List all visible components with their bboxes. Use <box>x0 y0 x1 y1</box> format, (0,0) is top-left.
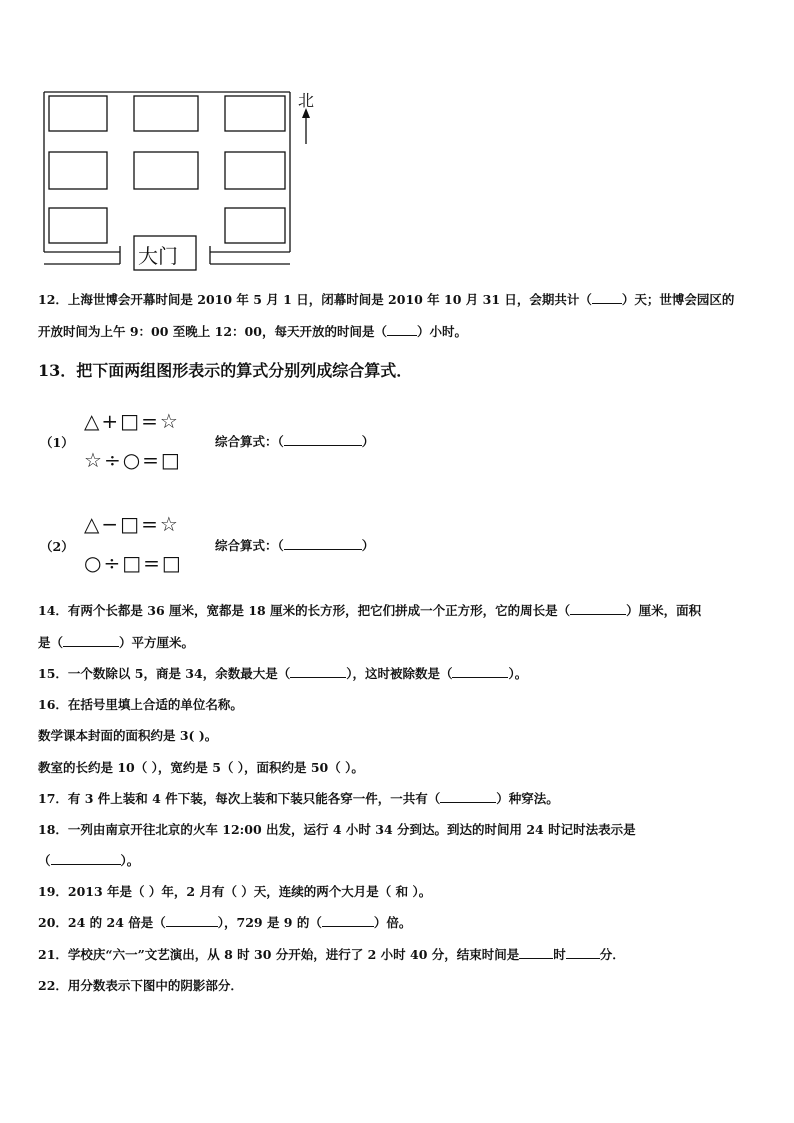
question-18-line-2 <box>38 853 139 869</box>
q15-text-a: 15．一个数除以 5，商是 34，余数最大是（ <box>38 666 291 681</box>
q17-text-b: ）种穿法。 <box>496 791 559 806</box>
q21-blank-hour[interactable] <box>519 947 553 959</box>
star-symbol: ☆ <box>84 448 104 472</box>
square-symbol: □ <box>161 551 183 575</box>
q14-blank-perimeter[interactable] <box>570 603 626 615</box>
question-17 <box>38 791 559 807</box>
question-12-line-1 <box>38 292 734 308</box>
q20-blank-times[interactable] <box>322 915 374 927</box>
q20-text-a: 20．24 的 24 倍是（ <box>38 915 166 930</box>
square-symbol: □ <box>120 512 142 536</box>
q14-text-b: ）厘米，面积 <box>626 603 702 618</box>
triangle-symbol: △ <box>84 512 102 536</box>
q17-text-a: 17．有 3 件上装和 4 件下装，每次上装和下装只能各穿一件，一共有（ <box>38 791 441 806</box>
triangle-symbol: △ <box>84 409 102 433</box>
q21-text-c: 分． <box>599 947 625 962</box>
question-16-title: 16．在括号里填上合适的单位名称。 <box>38 697 243 712</box>
minus-symbol: − <box>101 512 121 536</box>
q12-text-d: ）小时。 <box>416 324 467 339</box>
q15-blank-remainder[interactable] <box>290 666 346 678</box>
question-14-line-1 <box>38 603 701 619</box>
q21-blank-minute[interactable] <box>566 947 600 959</box>
q18-text-a: （ <box>38 853 51 868</box>
question-16-line-2: 教室的长约是 10（ ），宽约是 5（ ），面积约是 50（ ）。 <box>38 760 364 775</box>
divide-symbol: ÷ <box>103 551 123 575</box>
north-label: 北 <box>298 91 315 110</box>
q14-text-c: 是（ <box>38 635 64 650</box>
q18-blank-time[interactable] <box>51 853 121 865</box>
q13-formula-2-blank[interactable] <box>284 538 362 550</box>
question-13-title: 13．把下面两组图形表示的算式分别列成综合算式． <box>38 361 413 380</box>
question-15 <box>38 666 527 682</box>
question-21 <box>38 947 625 963</box>
q18-text-b: ）。 <box>120 853 140 868</box>
plus-symbol: + <box>101 409 121 433</box>
question-16-line-1: 数学课本封面的面积约是 3( )。 <box>38 728 218 743</box>
q12-text-c: 开放时间为上午 9：00 至晚上 12：00，每天开放的时间是（ <box>38 324 387 339</box>
q17-blank-ways[interactable] <box>440 791 496 803</box>
question-22: 22．用分数表示下图中的阴影部分． <box>38 978 243 993</box>
divide-symbol: ÷ <box>103 448 123 472</box>
q15-blank-dividend[interactable] <box>452 666 508 678</box>
q13-group-1-row-2 <box>84 448 182 472</box>
q13-group-1-row-1 <box>84 409 180 433</box>
q14-blank-area[interactable] <box>63 635 119 647</box>
q13-group-1-formula <box>215 432 374 450</box>
park-map-figure <box>0 0 794 290</box>
q20-text-c: ）倍。 <box>373 915 412 930</box>
star-symbol: ☆ <box>159 512 180 536</box>
question-19: 19．2013 年是（ ）年，2 月有（ ）天，连续的两个大月是（ 和 ）。 <box>38 884 432 899</box>
question-12-line-2 <box>38 324 467 340</box>
formula-label: 综合算式：（ <box>215 434 284 449</box>
q13-group-2-row-1 <box>84 512 180 536</box>
q20-text-b: ），729 是 9 的（ <box>217 915 322 930</box>
question-18-line-1: 18．一列由南京开往北京的火车 12:00 出发，运行 4 小时 34 分到达。到达的时间用 24 时记时法表示是 <box>38 822 636 837</box>
q21-text-b: 时 <box>553 947 566 962</box>
q15-text-b: ），这时被除数是（ <box>346 666 453 681</box>
formula-end: ） <box>361 434 375 449</box>
q13-group-1-label: （1） <box>40 435 74 450</box>
q12-blank-hours[interactable] <box>387 324 417 336</box>
rectangle-symbol: □ <box>122 551 144 575</box>
q20-blank-product[interactable] <box>166 915 218 927</box>
star-symbol: ☆ <box>159 409 180 433</box>
square-symbol: □ <box>120 409 142 433</box>
q14-text-a: 14．有两个长都是 36 厘米，宽都是 18 厘米的长方形，把它们拼成一个正方形，它的周长是（ <box>38 603 571 618</box>
equals-symbol: = <box>141 512 160 536</box>
formula-end: ） <box>361 538 375 553</box>
q12-text-a: 12．上海世博会开幕时间是 2010 年 5 月 1 日，闭幕时间是 2010 年 10 月 31 日，会期共计（ <box>38 292 592 307</box>
gate-label: 大门 <box>138 244 178 268</box>
question-14-line-2 <box>38 635 194 651</box>
circle-symbol: ○ <box>122 448 143 472</box>
q12-blank-days[interactable] <box>592 292 622 304</box>
q13-group-2-row-2 <box>84 551 183 575</box>
equals-symbol: = <box>143 551 162 575</box>
q21-text-a: 21．学校庆“六一”文艺演出，从 8 时 30 分开始，进行了 2 小时 40 分，结束时间是 <box>38 947 520 962</box>
q13-group-2-label: （2） <box>40 539 74 554</box>
question-20 <box>38 915 411 931</box>
formula-label: 综合算式：（ <box>215 538 284 553</box>
q15-text-c: ）。 <box>508 666 528 681</box>
circle-symbol: ○ <box>84 551 104 575</box>
q13-formula-1-blank[interactable] <box>284 434 362 446</box>
q14-text-d: ）平方厘米。 <box>119 635 195 650</box>
equals-symbol: = <box>141 409 160 433</box>
q13-group-2-formula <box>215 536 374 554</box>
equals-symbol: = <box>142 448 161 472</box>
q12-text-b: ）天；世博会园区的 <box>621 292 735 307</box>
square-symbol: □ <box>160 448 182 472</box>
